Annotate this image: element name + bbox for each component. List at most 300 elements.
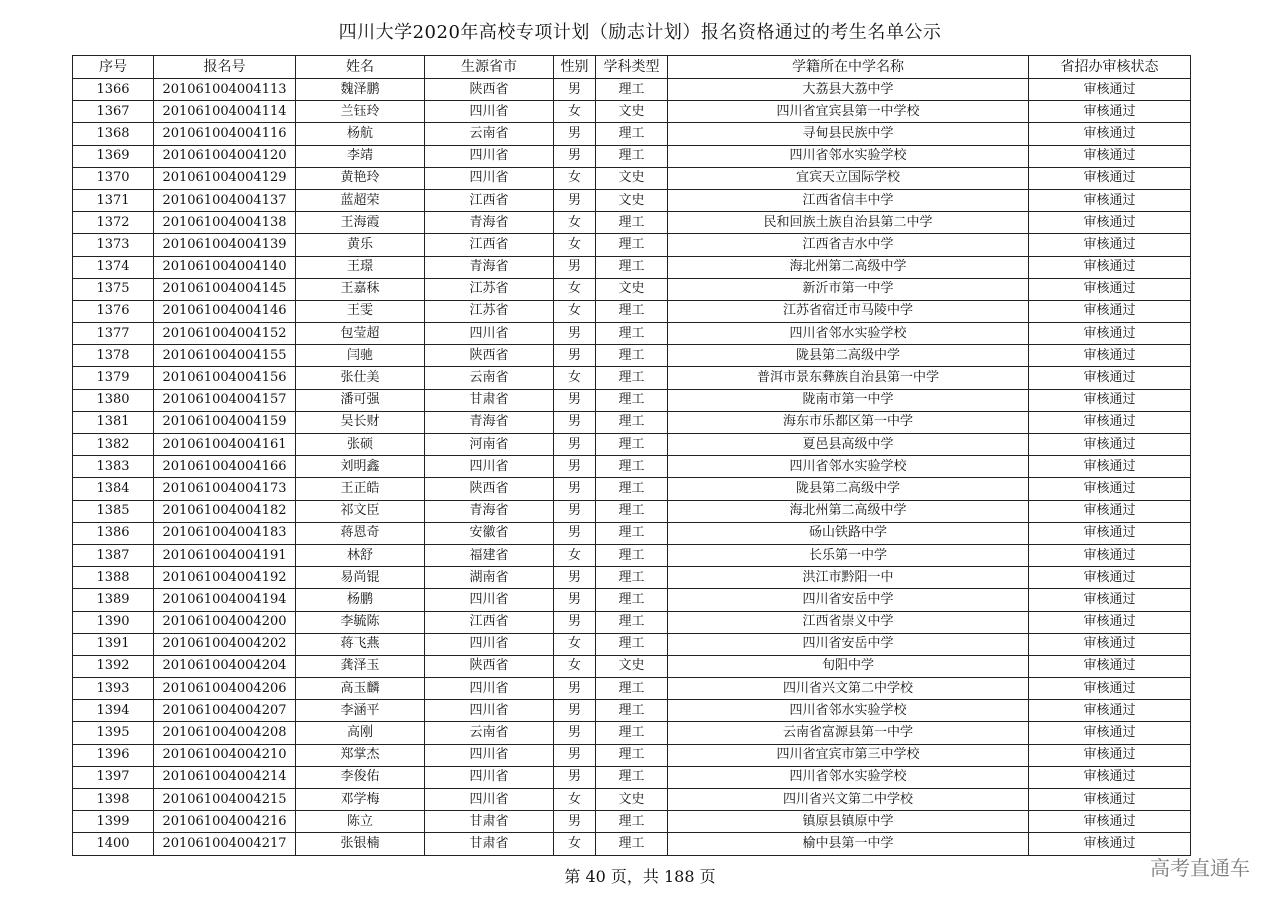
- name-cell: 王璟: [296, 256, 425, 278]
- reg-no-cell: 201061004004116: [154, 123, 296, 145]
- name-cell: 王嘉秣: [296, 278, 425, 300]
- table-row: [73, 123, 1191, 145]
- subject-cell: 理工: [596, 500, 668, 522]
- status-cell: 审核通过: [1029, 478, 1191, 500]
- table-row: [73, 700, 1191, 722]
- province-cell: 四川省: [425, 789, 554, 811]
- province-cell: 四川省: [425, 145, 554, 167]
- province-cell: 安徽省: [425, 522, 554, 544]
- col-header-name: 姓名: [296, 56, 425, 79]
- seq-cell: 1374: [73, 256, 154, 278]
- subject-cell: 文史: [596, 167, 668, 189]
- table-row: [73, 189, 1191, 211]
- reg-no-cell: 201061004004120: [154, 145, 296, 167]
- province-cell: 江西省: [425, 189, 554, 211]
- reg-no-cell: 201061004004192: [154, 567, 296, 589]
- gender-cell: 女: [554, 633, 596, 655]
- status-cell: 审核通过: [1029, 655, 1191, 677]
- gender-cell: 男: [554, 611, 596, 633]
- province-cell: 青海省: [425, 411, 554, 433]
- table-row: [73, 256, 1191, 278]
- reg-no-cell: 201061004004191: [154, 544, 296, 566]
- name-cell: 李涵平: [296, 700, 425, 722]
- name-cell: 林舒: [296, 544, 425, 566]
- seq-cell: 1392: [73, 655, 154, 677]
- status-cell: 审核通过: [1029, 389, 1191, 411]
- subject-cell: 理工: [596, 589, 668, 611]
- reg-no-cell: 201061004004159: [154, 411, 296, 433]
- school-cell: 海北州第二高级中学: [668, 500, 1029, 522]
- seq-cell: 1367: [73, 101, 154, 123]
- name-cell: 闫驰: [296, 345, 425, 367]
- seq-cell: 1399: [73, 811, 154, 833]
- name-cell: 蒋飞燕: [296, 633, 425, 655]
- gender-cell: 男: [554, 522, 596, 544]
- gender-cell: 女: [554, 655, 596, 677]
- reg-no-cell: 201061004004138: [154, 212, 296, 234]
- reg-no-cell: 201061004004113: [154, 79, 296, 101]
- col-header-reg-no: 报名号: [154, 56, 296, 79]
- gender-cell: 男: [554, 189, 596, 211]
- school-cell: 砀山铁路中学: [668, 522, 1029, 544]
- school-cell: 夏邑县高级中学: [668, 434, 1029, 456]
- status-cell: 审核通过: [1029, 633, 1191, 655]
- seq-cell: 1373: [73, 234, 154, 256]
- province-cell: 四川省: [425, 323, 554, 345]
- gender-cell: 女: [554, 278, 596, 300]
- subject-cell: 文史: [596, 655, 668, 677]
- status-cell: 审核通过: [1029, 456, 1191, 478]
- col-header-province: 生源省市: [425, 56, 554, 79]
- table-row: [73, 655, 1191, 677]
- subject-cell: 理工: [596, 700, 668, 722]
- table-row: [73, 145, 1191, 167]
- province-cell: 陕西省: [425, 79, 554, 101]
- seq-cell: 1391: [73, 633, 154, 655]
- gender-cell: 男: [554, 589, 596, 611]
- reg-no-cell: 201061004004182: [154, 500, 296, 522]
- table-row: [73, 766, 1191, 788]
- gender-cell: 女: [554, 367, 596, 389]
- reg-no-cell: 201061004004129: [154, 167, 296, 189]
- name-cell: 黄艳玲: [296, 167, 425, 189]
- school-cell: 大荔县大荔中学: [668, 79, 1029, 101]
- status-cell: 审核通过: [1029, 145, 1191, 167]
- province-cell: 四川省: [425, 167, 554, 189]
- reg-no-cell: 201061004004173: [154, 478, 296, 500]
- subject-cell: 理工: [596, 722, 668, 744]
- name-cell: 潘可强: [296, 389, 425, 411]
- subject-cell: 理工: [596, 611, 668, 633]
- table-row: [73, 300, 1191, 322]
- province-cell: 青海省: [425, 212, 554, 234]
- name-cell: 易尚锟: [296, 567, 425, 589]
- status-cell: 审核通过: [1029, 367, 1191, 389]
- name-cell: 李毓陈: [296, 611, 425, 633]
- name-cell: 王雯: [296, 300, 425, 322]
- status-cell: 审核通过: [1029, 79, 1191, 101]
- name-cell: 兰钰玲: [296, 101, 425, 123]
- gender-cell: 女: [554, 833, 596, 855]
- reg-no-cell: 201061004004157: [154, 389, 296, 411]
- table-row: [73, 234, 1191, 256]
- table-row: [73, 500, 1191, 522]
- gender-cell: 男: [554, 411, 596, 433]
- school-cell: 镇原县镇原中学: [668, 811, 1029, 833]
- seq-cell: 1394: [73, 700, 154, 722]
- province-cell: 四川省: [425, 456, 554, 478]
- school-cell: 四川省邻水实验学校: [668, 323, 1029, 345]
- subject-cell: 理工: [596, 300, 668, 322]
- name-cell: 高刚: [296, 722, 425, 744]
- name-cell: 包莹超: [296, 323, 425, 345]
- name-cell: 吴长财: [296, 411, 425, 433]
- name-cell: 张硕: [296, 434, 425, 456]
- table-row: [73, 589, 1191, 611]
- seq-cell: 1388: [73, 567, 154, 589]
- gender-cell: 女: [554, 544, 596, 566]
- name-cell: 张银楠: [296, 833, 425, 855]
- name-cell: 王海霞: [296, 212, 425, 234]
- gender-cell: 男: [554, 478, 596, 500]
- province-cell: 江西省: [425, 234, 554, 256]
- reg-no-cell: 201061004004194: [154, 589, 296, 611]
- seq-cell: 1400: [73, 833, 154, 855]
- subject-cell: 文史: [596, 789, 668, 811]
- school-cell: 长乐第一中学: [668, 544, 1029, 566]
- seq-cell: 1381: [73, 411, 154, 433]
- col-header-status: 省招办审核状态: [1029, 56, 1191, 79]
- reg-no-cell: 201061004004183: [154, 522, 296, 544]
- gender-cell: 男: [554, 500, 596, 522]
- gender-cell: 女: [554, 789, 596, 811]
- school-cell: 寻甸县民族中学: [668, 123, 1029, 145]
- school-cell: 江西省信丰中学: [668, 189, 1029, 211]
- table-row: [73, 478, 1191, 500]
- seq-cell: 1383: [73, 456, 154, 478]
- reg-no-cell: 201061004004216: [154, 811, 296, 833]
- table-body: [73, 79, 1191, 856]
- reg-no-cell: 201061004004156: [154, 367, 296, 389]
- name-cell: 刘明鑫: [296, 456, 425, 478]
- province-cell: 四川省: [425, 678, 554, 700]
- school-cell: 海北州第二高级中学: [668, 256, 1029, 278]
- status-cell: 审核通过: [1029, 766, 1191, 788]
- reg-no-cell: 201061004004152: [154, 323, 296, 345]
- seq-cell: 1366: [73, 79, 154, 101]
- subject-cell: 理工: [596, 323, 668, 345]
- province-cell: 四川省: [425, 744, 554, 766]
- school-cell: 旬阳中学: [668, 655, 1029, 677]
- name-cell: 蓝超荣: [296, 189, 425, 211]
- school-cell: 江苏省宿迁市马陵中学: [668, 300, 1029, 322]
- subject-cell: 理工: [596, 678, 668, 700]
- gender-cell: 男: [554, 79, 596, 101]
- gender-cell: 男: [554, 345, 596, 367]
- province-cell: 青海省: [425, 500, 554, 522]
- name-cell: 高玉麟: [296, 678, 425, 700]
- status-cell: 审核通过: [1029, 567, 1191, 589]
- seq-cell: 1375: [73, 278, 154, 300]
- subject-cell: 理工: [596, 367, 668, 389]
- subject-cell: 理工: [596, 456, 668, 478]
- seq-cell: 1389: [73, 589, 154, 611]
- reg-no-cell: 201061004004146: [154, 300, 296, 322]
- gender-cell: 男: [554, 567, 596, 589]
- subject-cell: 理工: [596, 811, 668, 833]
- gender-cell: 女: [554, 234, 596, 256]
- status-cell: 审核通过: [1029, 411, 1191, 433]
- table-row: [73, 722, 1191, 744]
- reg-no-cell: 201061004004208: [154, 722, 296, 744]
- table-row: [73, 811, 1191, 833]
- reg-no-cell: 201061004004210: [154, 744, 296, 766]
- seq-cell: 1398: [73, 789, 154, 811]
- subject-cell: 理工: [596, 744, 668, 766]
- school-cell: 四川省兴文第二中学校: [668, 678, 1029, 700]
- table-row: [73, 544, 1191, 566]
- school-cell: 陇县第二高级中学: [668, 478, 1029, 500]
- gender-cell: 男: [554, 744, 596, 766]
- subject-cell: 理工: [596, 389, 668, 411]
- subject-cell: 理工: [596, 79, 668, 101]
- reg-no-cell: 201061004004166: [154, 456, 296, 478]
- seq-cell: 1390: [73, 611, 154, 633]
- province-cell: 云南省: [425, 123, 554, 145]
- status-cell: 审核通过: [1029, 700, 1191, 722]
- name-cell: 邓学梅: [296, 789, 425, 811]
- status-cell: 审核通过: [1029, 789, 1191, 811]
- school-cell: 新沂市第一中学: [668, 278, 1029, 300]
- reg-no-cell: 201061004004207: [154, 700, 296, 722]
- table-row: [73, 79, 1191, 101]
- table-row: [73, 744, 1191, 766]
- table-row: [73, 212, 1191, 234]
- table-row: [73, 567, 1191, 589]
- status-cell: 审核通过: [1029, 345, 1191, 367]
- school-cell: 江西省吉水中学: [668, 234, 1029, 256]
- gender-cell: 男: [554, 145, 596, 167]
- school-cell: 民和回族土族自治县第二中学: [668, 212, 1029, 234]
- name-cell: 黄乐: [296, 234, 425, 256]
- school-cell: 普洱市景东彝族自治县第一中学: [668, 367, 1029, 389]
- status-cell: 审核通过: [1029, 256, 1191, 278]
- province-cell: 江西省: [425, 611, 554, 633]
- subject-cell: 理工: [596, 411, 668, 433]
- school-cell: 四川省兴文第二中学校: [668, 789, 1029, 811]
- table-row: [73, 833, 1191, 855]
- gender-cell: 男: [554, 456, 596, 478]
- status-cell: 审核通过: [1029, 500, 1191, 522]
- school-cell: 四川省安岳中学: [668, 633, 1029, 655]
- subject-cell: 文史: [596, 101, 668, 123]
- seq-cell: 1384: [73, 478, 154, 500]
- table-row: [73, 278, 1191, 300]
- table-row: [73, 101, 1191, 123]
- reg-no-cell: 201061004004145: [154, 278, 296, 300]
- status-cell: 审核通过: [1029, 167, 1191, 189]
- gender-cell: 男: [554, 434, 596, 456]
- gender-cell: 男: [554, 678, 596, 700]
- table-row: [73, 367, 1191, 389]
- school-cell: 四川省宜宾市第三中学校: [668, 744, 1029, 766]
- watermark: 高考直通车: [1150, 856, 1250, 880]
- school-cell: 陇南市第一中学: [668, 389, 1029, 411]
- seq-cell: 1385: [73, 500, 154, 522]
- reg-no-cell: 201061004004214: [154, 766, 296, 788]
- seq-cell: 1397: [73, 766, 154, 788]
- seq-cell: 1386: [73, 522, 154, 544]
- seq-cell: 1379: [73, 367, 154, 389]
- seq-cell: 1376: [73, 300, 154, 322]
- province-cell: 云南省: [425, 367, 554, 389]
- gender-cell: 男: [554, 811, 596, 833]
- seq-cell: 1378: [73, 345, 154, 367]
- name-cell: 陈立: [296, 811, 425, 833]
- status-cell: 审核通过: [1029, 300, 1191, 322]
- name-cell: 李俊佑: [296, 766, 425, 788]
- status-cell: 审核通过: [1029, 722, 1191, 744]
- status-cell: 审核通过: [1029, 123, 1191, 145]
- table-row: [73, 522, 1191, 544]
- name-cell: 杨航: [296, 123, 425, 145]
- school-cell: 江西省崇义中学: [668, 611, 1029, 633]
- seq-cell: 1393: [73, 678, 154, 700]
- school-cell: 四川省安岳中学: [668, 589, 1029, 611]
- reg-no-cell: 201061004004140: [154, 256, 296, 278]
- school-cell: 四川省宜宾县第一中学校: [668, 101, 1029, 123]
- subject-cell: 理工: [596, 256, 668, 278]
- status-cell: 审核通过: [1029, 833, 1191, 855]
- reg-no-cell: 201061004004200: [154, 611, 296, 633]
- gender-cell: 女: [554, 101, 596, 123]
- subject-cell: 文史: [596, 278, 668, 300]
- reg-no-cell: 201061004004217: [154, 833, 296, 855]
- gender-cell: 男: [554, 700, 596, 722]
- seq-cell: 1370: [73, 167, 154, 189]
- province-cell: 甘肃省: [425, 389, 554, 411]
- name-cell: 杨鹏: [296, 589, 425, 611]
- gender-cell: 女: [554, 212, 596, 234]
- reg-no-cell: 201061004004137: [154, 189, 296, 211]
- province-cell: 河南省: [425, 434, 554, 456]
- seq-cell: 1372: [73, 212, 154, 234]
- status-cell: 审核通过: [1029, 611, 1191, 633]
- school-cell: 榆中县第一中学: [668, 833, 1029, 855]
- seq-cell: 1382: [73, 434, 154, 456]
- reg-no-cell: 201061004004139: [154, 234, 296, 256]
- subject-cell: 理工: [596, 522, 668, 544]
- name-cell: 祁文臣: [296, 500, 425, 522]
- province-cell: 青海省: [425, 256, 554, 278]
- status-cell: 审核通过: [1029, 544, 1191, 566]
- page-number: 第 40 页，共 188 页: [564, 867, 716, 886]
- table-row: [73, 167, 1191, 189]
- name-cell: 郑掌杰: [296, 744, 425, 766]
- seq-cell: 1369: [73, 145, 154, 167]
- col-header-subject: 学科类型: [596, 56, 668, 79]
- col-header-seq: 序号: [73, 56, 154, 79]
- school-cell: 四川省邻水实验学校: [668, 700, 1029, 722]
- province-cell: 甘肃省: [425, 833, 554, 855]
- seq-cell: 1368: [73, 123, 154, 145]
- gender-cell: 男: [554, 123, 596, 145]
- seq-cell: 1380: [73, 389, 154, 411]
- gender-cell: 男: [554, 389, 596, 411]
- seq-cell: 1371: [73, 189, 154, 211]
- school-cell: 海东市乐都区第一中学: [668, 411, 1029, 433]
- status-cell: 审核通过: [1029, 811, 1191, 833]
- subject-cell: 理工: [596, 345, 668, 367]
- reg-no-cell: 201061004004155: [154, 345, 296, 367]
- name-cell: 王正皓: [296, 478, 425, 500]
- status-cell: 审核通过: [1029, 278, 1191, 300]
- subject-cell: 理工: [596, 633, 668, 655]
- status-cell: 审核通过: [1029, 323, 1191, 345]
- document-title: 四川大学2020年高校专项计划（励志计划）报名资格通过的考生名单公示: [338, 22, 942, 43]
- province-cell: 陕西省: [425, 478, 554, 500]
- name-cell: 蒋恩奇: [296, 522, 425, 544]
- table-row: [73, 678, 1191, 700]
- status-cell: 审核通过: [1029, 234, 1191, 256]
- province-cell: 四川省: [425, 700, 554, 722]
- reg-no-cell: 201061004004206: [154, 678, 296, 700]
- province-cell: 四川省: [425, 633, 554, 655]
- seq-cell: 1377: [73, 323, 154, 345]
- seq-cell: 1387: [73, 544, 154, 566]
- subject-cell: 理工: [596, 766, 668, 788]
- subject-cell: 理工: [596, 478, 668, 500]
- province-cell: 江苏省: [425, 300, 554, 322]
- table-header-row: [73, 56, 1191, 79]
- subject-cell: 理工: [596, 234, 668, 256]
- gender-cell: 女: [554, 167, 596, 189]
- table-row: [73, 456, 1191, 478]
- province-cell: 云南省: [425, 722, 554, 744]
- seq-cell: 1396: [73, 744, 154, 766]
- name-cell: 李靖: [296, 145, 425, 167]
- status-cell: 审核通过: [1029, 522, 1191, 544]
- province-cell: 四川省: [425, 101, 554, 123]
- school-cell: 洪江市黔阳一中: [668, 567, 1029, 589]
- status-cell: 审核通过: [1029, 434, 1191, 456]
- reg-no-cell: 201061004004215: [154, 789, 296, 811]
- seq-cell: 1395: [73, 722, 154, 744]
- subject-cell: 理工: [596, 212, 668, 234]
- school-cell: 四川省邻水实验学校: [668, 456, 1029, 478]
- candidate-table: [72, 55, 1191, 856]
- subject-cell: 理工: [596, 544, 668, 566]
- gender-cell: 男: [554, 766, 596, 788]
- status-cell: 审核通过: [1029, 101, 1191, 123]
- province-cell: 江苏省: [425, 278, 554, 300]
- table-row: [73, 633, 1191, 655]
- school-cell: 陇县第二高级中学: [668, 345, 1029, 367]
- table-row: [73, 389, 1191, 411]
- school-cell: 宜宾天立国际学校: [668, 167, 1029, 189]
- school-cell: 四川省邻水实验学校: [668, 145, 1029, 167]
- name-cell: 龚泽玉: [296, 655, 425, 677]
- subject-cell: 理工: [596, 567, 668, 589]
- gender-cell: 女: [554, 300, 596, 322]
- reg-no-cell: 201061004004161: [154, 434, 296, 456]
- status-cell: 审核通过: [1029, 678, 1191, 700]
- table-row: [73, 411, 1191, 433]
- table-row: [73, 789, 1191, 811]
- subject-cell: 理工: [596, 123, 668, 145]
- reg-no-cell: 201061004004204: [154, 655, 296, 677]
- table-row: [73, 323, 1191, 345]
